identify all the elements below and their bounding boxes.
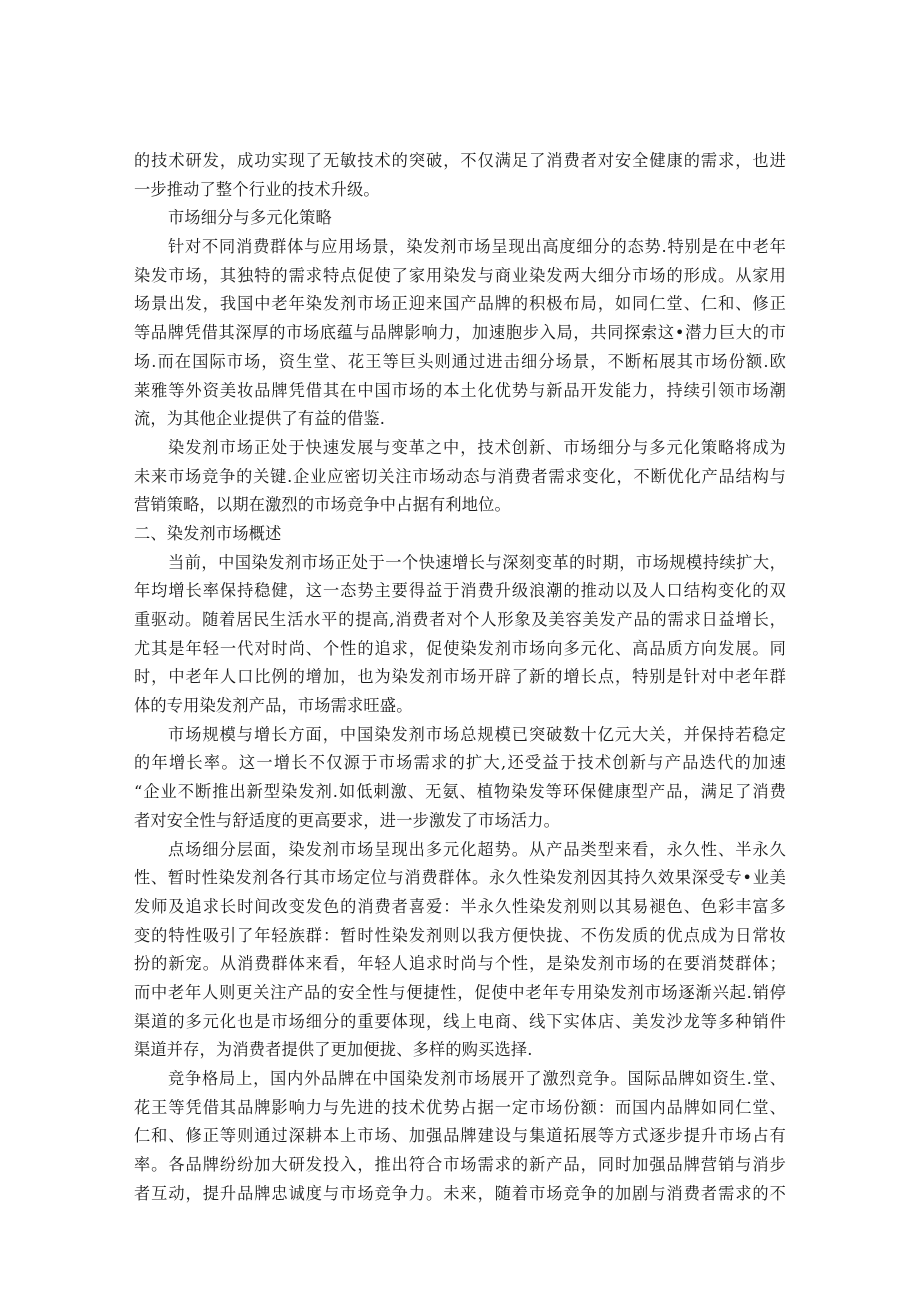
text-line: 花王等凭借其品牌影响力与先进的技术优势占据一定市场份额：而国内品牌如同仁堂、	[134, 1097, 786, 1117]
text-line: 时，中老年人口比例的增加，也为染发剂市场开辟了新的增长点，特别是针对中老年群	[134, 667, 786, 687]
text-line: 市场细分与多元化策略	[168, 208, 332, 228]
text-line: 染发市场，其独特的需求特点促使了家用染发与商业染发两大细分市场的形成。从家用	[134, 265, 786, 285]
text-line: 一步推动了整个行业的技术升级。	[134, 179, 380, 199]
text-line: 未来市场竞争的关键.企业应密切关注市场动态与消费者需求变化，不断优化产品结构与	[134, 466, 786, 486]
text-line: 流，为其他企业提供了有益的借鉴.	[134, 409, 386, 429]
text-line: 莱雅等外资美妆品牌凭借其在中国市场的本土化优势与新品开发能力，持续引领市场潮	[134, 380, 786, 400]
text-line: 场.而在国际市场，资生堂、花王等巨头则通过进击细分场景，不断柘展其市场份额.欧	[134, 351, 786, 371]
text-line: 当前，中国染发剂市场正处于一个快速增长与深刻变革的时期，市场规模持续扩大，	[168, 552, 786, 572]
text-line: 二、染发剂市场概述	[134, 523, 282, 543]
text-line: 营销策略，以期在激烈的市场竞争中占据有利地位。	[134, 495, 511, 515]
text-line: 渠道的多元化也是市场细分的重要体现，线上电商、线下实体店、美发沙龙等多种销件	[134, 1011, 786, 1031]
text-line: 年均增长率保持稳健，这一态势主要得益于消费升级浪潮的推动以及人口结构变化的双	[134, 581, 786, 601]
text-line: 点场细分层面，染发剂市场呈现出多元化超势。从产品类型来看，永久性、半永久	[168, 839, 786, 859]
text-line: 渠道并存，为消费者提供了更加便拢、多样的购买选择.	[134, 1040, 533, 1060]
text-line: 扮的新宠。从消费群体来看，年轻人追求时尚与个性，是染发剂市场的在要消焚群体；	[134, 954, 786, 974]
text-line: 者互动，提升品牌忠诚度与市场竞争力。未来，随着市场竞争的加剧与消费者需求的不	[134, 1183, 786, 1203]
text-line: 的年增长率。这一增长不仅源于市场需求的扩大,还受益于技术创新与产品迭代的加速	[134, 753, 786, 773]
text-line: 而中老年人则更关注产品的安全性与便捷性，促使中老年专用染发剂市场逐渐兴起.销停	[134, 982, 786, 1002]
document-page	[134, 147, 786, 1208]
text-line: 等品牌凭借其深厚的市场底蕴与品牌影响力，加速胞步入局，共同探索这•潜力巨大的市	[134, 323, 786, 343]
text-line: 针对不同消费群体与应用场景，染发剂市场呈现出高度细分的态势.特别是在中老年	[168, 237, 786, 257]
text-line: 尤其是年轻一代对时尚、个性的追求，促使染发剂市场向多元化、高品质方向发展。同	[134, 638, 786, 658]
text-line: 染发剂市场正处于快速发展与变革之中，技术创新、市场细分与多元化策略将成为	[168, 437, 786, 457]
text-line: 的技术研发，成功实现了无敏技术的突破，不仅满足了消费者对安全健康的需求，也进	[134, 151, 786, 170]
text-line: 体的专用染发剂产品，市场需求旺盛。	[134, 696, 413, 716]
text-line: 变的特性吸引了年轻族群：暂时性染发剂则以我方便快拢、不伤发质的优点成为日常妆	[134, 925, 786, 945]
text-line: 性、暂时性染发剂各行其市场定位与消费群体。永久性染发剂因其持久效果深受专•业美	[134, 868, 786, 888]
text-line: 仁和、修正等则通过深耕本上市场、加强品牌建设与集道拓展等方式逐步提升市场占有	[134, 1126, 786, 1146]
text-line: 市场规模与增长方面，中国染发剂市场总规模已突破数十亿元大关，并保持若稳定	[168, 724, 786, 744]
text-line: “企业不断推出新型染发剂.如低刺激、无氨、植物染发等环保健康型产品，满足了消费	[134, 782, 786, 802]
text-line: 场景出发，我国中老年染发剂市场正迎来国产品牌的积极布局，如同仁堂、仁和、修正	[134, 294, 786, 314]
text-line: 率。各品牌纷纷加大研发投入，推出符合市场需求的新产品，同时加强品牌营销与消步	[134, 1155, 786, 1175]
text-line: 重驱动。随着居民生活水平的提高,消费者对个人形象及美容美发产品的需求日益增长，	[134, 610, 786, 629]
text-line: 者对安全性与舒适度的更高要求，进一步激发了市场活力。	[134, 810, 561, 830]
text-line: 发师及追求长时间改变发色的消费者喜爱：半永久性染发剂则以其易褪色、色彩丰富多	[134, 896, 786, 916]
text-line: 竞争格局上，国内外品牌在中国染发剂市场展开了激烈竞争。国际品牌如资生.堂、	[168, 1069, 786, 1088]
